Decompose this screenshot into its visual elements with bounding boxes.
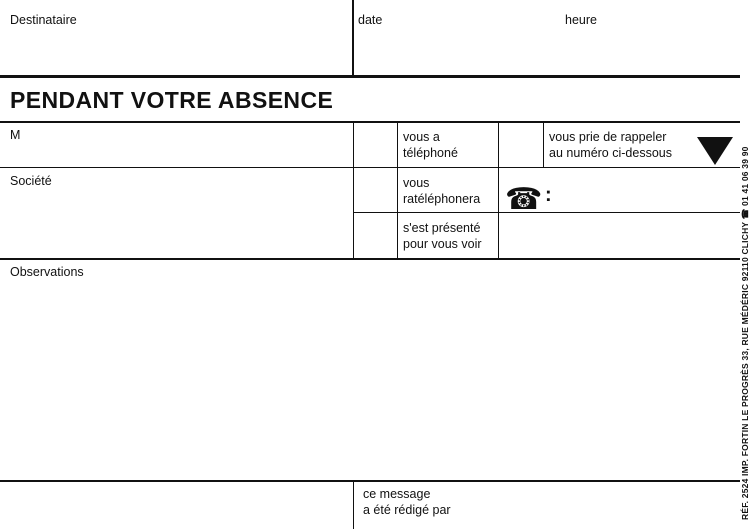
m-label: M [10, 128, 21, 142]
printer-reference: RÉF. 2524 IMP. FORTIN LE PROGRÈS 33, RUE MÉDÉRIC 92110 CLICHY ☎ 01 41 06 39 90 [740, 146, 750, 520]
row-rule-2 [353, 212, 740, 213]
col-rule-4 [543, 122, 544, 168]
recipient-label: Destinataire [10, 13, 77, 27]
checkbox-called[interactable] [354, 123, 397, 167]
header-divider [352, 0, 354, 76]
page-title: PENDANT VOTRE ABSENCE [10, 87, 334, 113]
option-will-call-label: vous ratéléphonera [403, 176, 481, 206]
checkbox-came-by[interactable] [354, 213, 397, 258]
checkbox-call-back[interactable] [499, 123, 543, 167]
phone-colon: : [545, 184, 552, 206]
written-by-label: ce message a été rédigé par [363, 487, 451, 517]
observations-label: Observations [10, 265, 84, 279]
checkbox-will-call[interactable] [354, 168, 397, 212]
header-rule [0, 75, 740, 78]
footer-rule [0, 480, 740, 482]
option-called-label: vous a téléphoné [403, 130, 458, 160]
option-came-by-label: s'est présenté pour vous voir [403, 221, 482, 251]
time-label: heure [565, 13, 597, 27]
col-rule-2 [397, 122, 398, 259]
company-label: Société [10, 174, 52, 188]
triangle-down-icon [697, 137, 733, 165]
option-call-back-label: vous prie de rappeler au numéro ci-dessous [549, 130, 672, 160]
date-label: date [358, 13, 383, 27]
phone-icon: ☎ [505, 183, 543, 216]
footer-divider [353, 481, 354, 529]
row-rule-3 [0, 258, 740, 260]
